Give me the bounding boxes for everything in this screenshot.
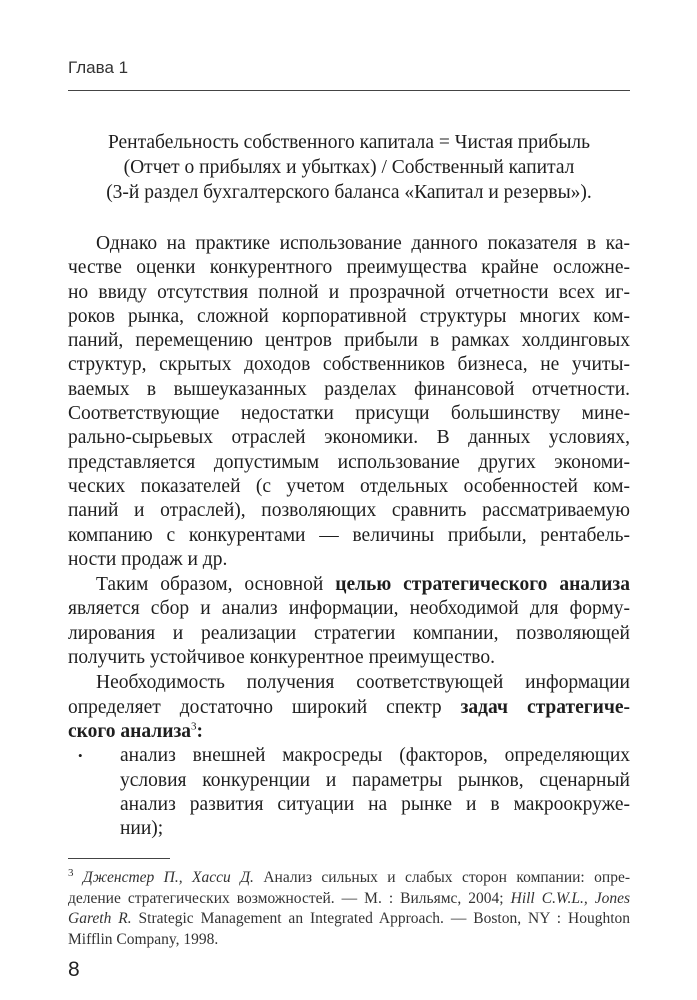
footnote-line xyxy=(68,889,630,910)
text-line: ваемых в вышеуказанных разделах финансовой отчетности. xyxy=(68,378,630,400)
bullet-icon: • xyxy=(78,748,83,764)
footnote-authors: Дженстер П., Хасси Д. xyxy=(82,869,254,886)
text-line: Необходимость получения соответствующей информации xyxy=(96,672,630,694)
text-line: роков рынка, сложной корпоративной структуры многих ком- xyxy=(68,305,630,327)
text-line: структур, скрытых доходов собственников бизнеса, не учиты- xyxy=(68,354,630,376)
paragraph-2 xyxy=(68,573,630,670)
text-line: лирования и реализации стратегии компании, позволяющей xyxy=(68,622,630,644)
text-span: Strategic Management an Integrated Approach. — Boston, NY : Houghton xyxy=(131,910,630,927)
text-line: паний, перемещению центров прибыли в рамках холдинговых xyxy=(68,330,630,352)
header-divider xyxy=(68,90,630,91)
text-line: представляется допустимым использование других экономи- xyxy=(68,451,630,473)
footnote-number: 3 xyxy=(68,868,74,879)
formula-line-3: (3-й раздел бухгалтерского баланса «Капитал и резервы»). xyxy=(106,182,592,203)
text-line xyxy=(68,720,630,744)
footnote-line xyxy=(68,868,630,889)
paragraph-3 xyxy=(68,671,630,744)
text-line: рально-сырьевых отраслей экономики. В данных условиях, xyxy=(68,427,630,449)
text-line xyxy=(68,696,630,720)
text-line: получить устойчивое конкурентное преимущество. xyxy=(68,647,495,669)
text-line: но ввиду отсутствия полной и прозрачной отчетности всех иг- xyxy=(68,281,630,303)
footnote-ref: 3 xyxy=(191,720,197,733)
footnote-authors: Hill C.W.L., Jones xyxy=(510,889,630,907)
footnote-line: Mifflin Company, 1998. xyxy=(68,930,219,948)
bold-term: ского анализа xyxy=(68,720,192,742)
text-span: определяет достаточно широкий спектр xyxy=(68,696,461,718)
footnote-divider xyxy=(68,858,170,859)
bold-term: целью стратегического анализа xyxy=(335,574,630,596)
text-line: ческих показателей (с учетом отдельных особенностей ком- xyxy=(68,475,630,497)
text-line: ности продаж и др. xyxy=(68,548,228,570)
page-number: 8 xyxy=(68,958,80,981)
footnote xyxy=(68,868,630,950)
bullet-list xyxy=(68,744,630,841)
text-line: честве оценки конкурентного преимущества крайне осложне- xyxy=(68,257,630,279)
footnote-line xyxy=(68,909,630,930)
paragraph-1 xyxy=(68,232,630,572)
bold-term: : xyxy=(196,720,204,742)
main-text xyxy=(68,232,630,841)
text-line xyxy=(68,573,630,597)
text-line: является сбор и анализ информации, необходимой для форму- xyxy=(68,598,630,620)
text-span: анализ внешней макросреды (факторов, определяющих xyxy=(120,745,630,767)
text-line: Соответствующие недостатки присущи большинству мине- xyxy=(68,403,630,425)
text-line: условия конкуренции и параметры рынков, сценарный xyxy=(120,769,630,791)
text-line: Однако на практике использование данного показателя в ка- xyxy=(96,233,630,254)
text-span: Анализ сильных и слабых сторон компании: опре- xyxy=(253,869,630,886)
formula-line-2: (Отчет о прибылях и убытках) / Собственный капитал xyxy=(123,157,575,178)
footnote-authors: Gareth R. xyxy=(68,910,132,927)
chapter-header: Глава 1 xyxy=(68,58,129,77)
list-item xyxy=(68,744,630,768)
text-line: нии); xyxy=(120,818,164,840)
text-line: компанию с конкурентами — величины прибыли, рентабель- xyxy=(68,524,630,546)
bold-term: задач стратегиче- xyxy=(460,696,630,718)
formula-block xyxy=(68,130,630,205)
text-line: анализ развития ситуации на рынке и в макроокруже- xyxy=(120,793,630,815)
text-line: паний и отраслей), позволяющих сравнить рассматриваемую xyxy=(68,500,630,522)
text-span: Таким образом, основной xyxy=(96,574,336,596)
formula-line-1: Рентабельность собственного капитала = Чистая прибыль xyxy=(107,132,591,153)
text-span: деление стратегических возможностей. — М. : Вильямс, 2004; xyxy=(68,889,511,907)
